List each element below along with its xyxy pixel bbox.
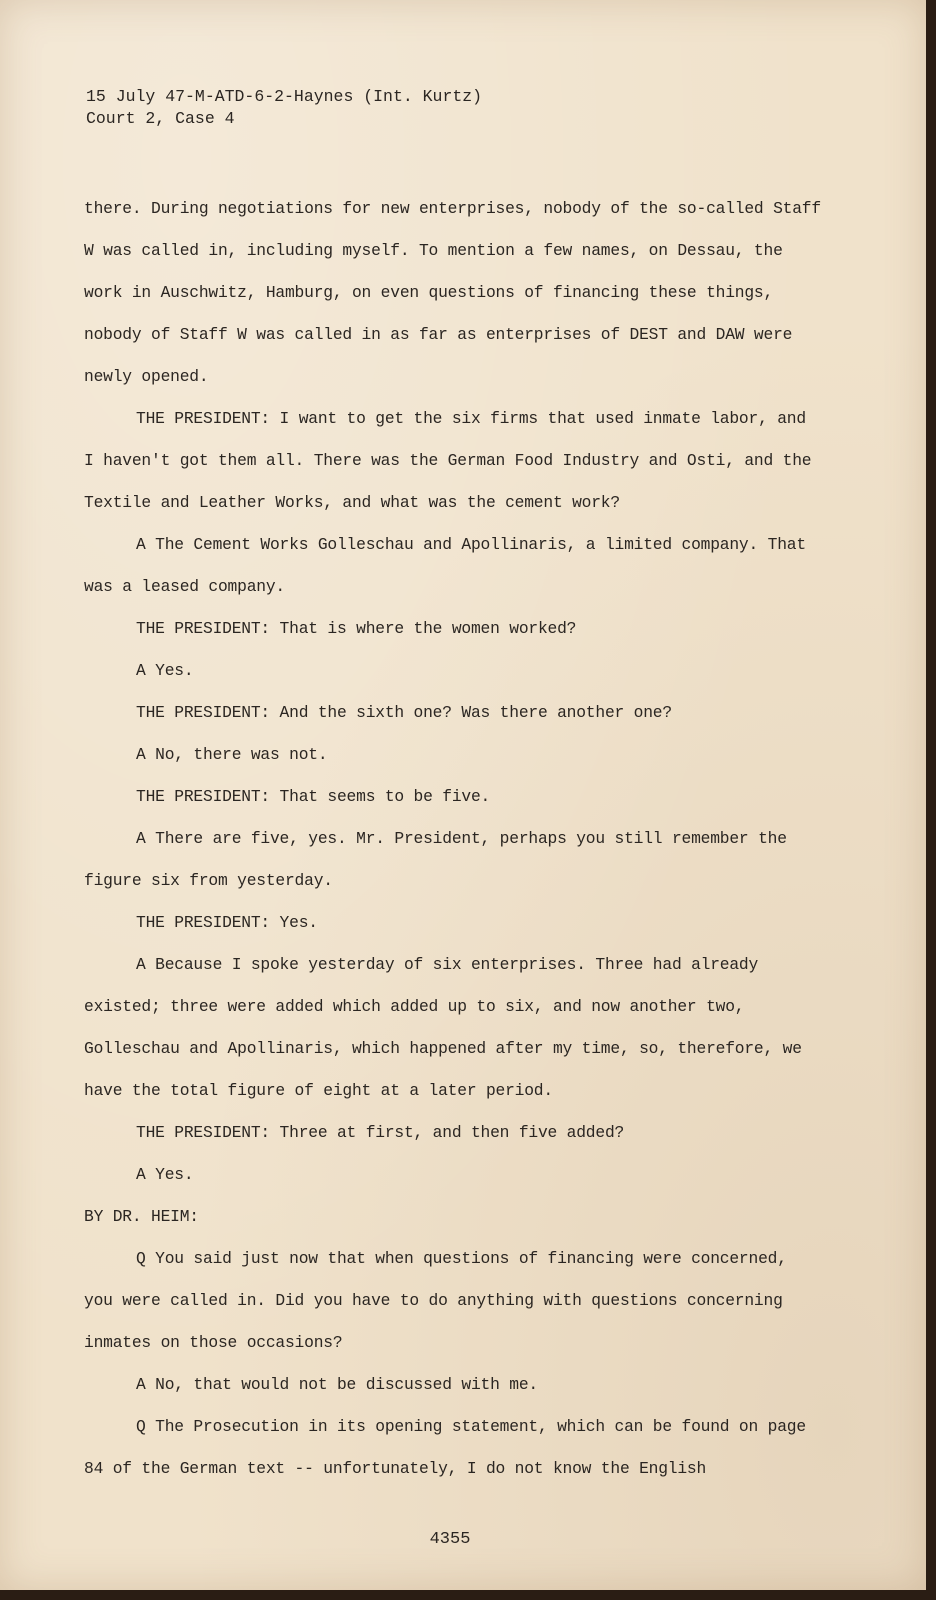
transcript-body bbox=[84, 188, 824, 1490]
paragraph: THE PRESIDENT: That is where the women worked? bbox=[136, 619, 577, 638]
paragraph: Q You said just now that when questions of financing were concerned, you were called in. Did you have to do anything with questions concerning inmates on those occasions? bbox=[84, 1249, 787, 1352]
paragraph: A No, there was not. bbox=[136, 745, 328, 764]
paragraph: A No, that would not be discussed with me. bbox=[136, 1375, 538, 1394]
paragraph: there. During negotiations for new enterprises, nobody of the so-called Staff W was called in, including myself. To mention a few names, on Dessau, the work in Auschwitz, Hamburg, on even questions of financing these things, nobody of Staff W was called in as far as enterprises of DEST and DAW were newly opened. bbox=[84, 199, 821, 386]
paragraph: A The Cement Works Golleschau and Apollinaris, a limited company. That was a leased company. bbox=[84, 535, 806, 596]
paragraph: THE PRESIDENT: Three at first, and then five added? bbox=[136, 1123, 625, 1142]
paragraph: Q The Prosecution in its opening statement, which can be found on page 84 of the German text -- unfortunately, I do not know the English bbox=[84, 1417, 806, 1478]
paragraph: THE PRESIDENT: Yes. bbox=[136, 913, 318, 932]
header-court-line: Court 2, Case 4 bbox=[86, 109, 235, 128]
paragraph: THE PRESIDENT: I want to get the six firms that used inmate labor, and I haven't got them all. There was the German Food Industry and Osti, and the Textile and Leather Works, and what was the cement work? bbox=[84, 409, 812, 512]
paragraph: THE PRESIDENT: That seems to be five. bbox=[136, 787, 491, 806]
paragraph: A Yes. bbox=[136, 661, 194, 680]
header-reference-line: 15 July 47-M-ATD-6-2-Haynes (Int. Kurtz) bbox=[86, 87, 483, 106]
paragraph: THE PRESIDENT: And the sixth one? Was there another one? bbox=[136, 703, 672, 722]
page-number: 4355 bbox=[429, 1530, 471, 1549]
paragraph: A There are five, yes. Mr. President, perhaps you still remember the figure six from yesterday. bbox=[84, 829, 787, 890]
paragraph: A Because I spoke yesterday of six enterprises. Three had already existed; three were added which added up to six, and now another two, Golleschau and Apollinaris, which happened after my time, so, therefore, we have the total figure of eight at a later period. bbox=[84, 955, 802, 1100]
paragraph: A Yes. bbox=[136, 1165, 194, 1184]
document-header bbox=[86, 86, 846, 130]
section-heading: BY DR. HEIM: bbox=[84, 1207, 199, 1226]
